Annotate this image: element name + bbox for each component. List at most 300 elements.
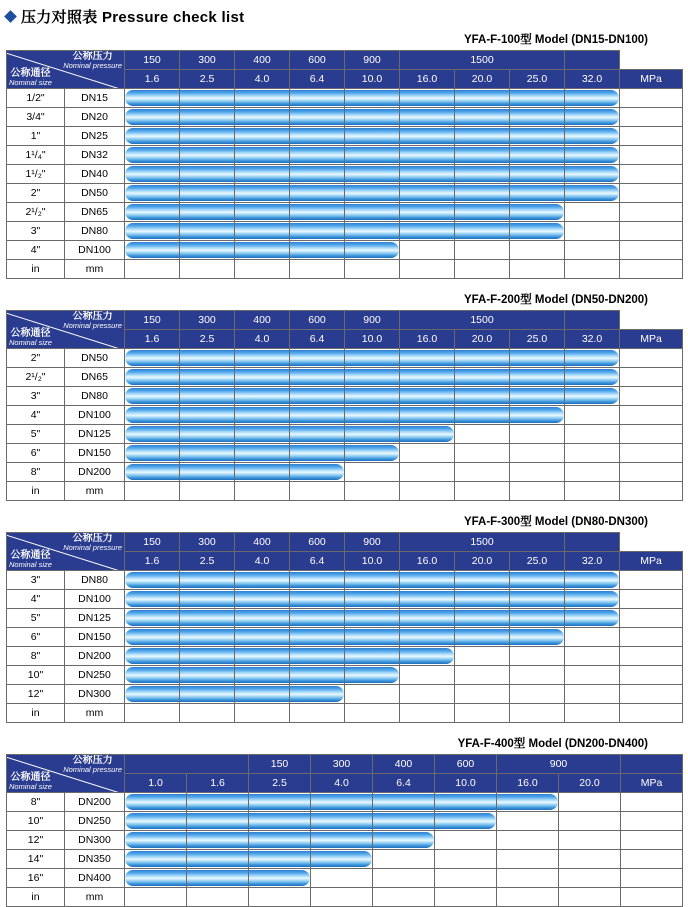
pressure-empty-cell (565, 685, 620, 704)
pressure-bar-segment (373, 793, 435, 812)
bar-fill (400, 426, 454, 442)
pressure-empty-cell (510, 647, 565, 666)
pressure-bar-segment (290, 666, 345, 685)
pressure-bar-segment (345, 425, 400, 444)
pressure-bar-segment (455, 184, 510, 203)
bar-fill (235, 426, 289, 442)
dn-value: DN300 (65, 831, 125, 850)
pressure-bar-segment (311, 793, 373, 812)
class-empty-cell (620, 222, 683, 241)
pressure-bar-segment (400, 184, 455, 203)
pressure-empty-cell (559, 831, 621, 850)
bar-fill (249, 813, 310, 829)
mpa-unit-header: MPa (620, 552, 683, 571)
unit-empty-cell (235, 260, 290, 279)
pressure-value-header: 16.0 (400, 70, 455, 89)
unit-row (7, 260, 683, 279)
unit-mm: mm (65, 888, 125, 907)
pressure-value-header: 6.4 (290, 552, 345, 571)
bar-fill (125, 369, 179, 385)
pressure-empty-cell (373, 850, 435, 869)
bar-fill (510, 128, 564, 144)
pressure-empty-cell (435, 831, 497, 850)
class-header-cell: 1500 (400, 51, 565, 70)
bar-fill (510, 166, 564, 182)
bar-fill (400, 90, 454, 106)
unit-empty-cell (235, 704, 290, 723)
dn-value: DN125 (65, 425, 125, 444)
bar-fill (235, 166, 289, 182)
class-empty-cell (620, 241, 683, 260)
nominal-size-value: 5" (7, 425, 65, 444)
pressure-bar-segment (373, 812, 435, 831)
pressure-empty-cell (400, 463, 455, 482)
pressure-bar-segment (565, 387, 620, 406)
pressure-bar-segment (455, 222, 510, 241)
pressure-value-header: 32.0 (565, 552, 620, 571)
unit-empty-cell (125, 704, 180, 723)
unit-empty-cell (510, 482, 565, 501)
bar-fill (180, 388, 234, 404)
pressure-empty-cell (565, 666, 620, 685)
unit-empty-cell (311, 888, 373, 907)
pressure-empty-cell (400, 444, 455, 463)
bar-fill (373, 832, 434, 848)
class-empty-cell (621, 850, 683, 869)
bar-fill (311, 851, 372, 867)
pressure-bar-segment (125, 127, 180, 146)
class-header-cell: 900 (345, 533, 400, 552)
pressure-value-header: 1.6 (125, 70, 180, 89)
pressure-bar-segment (400, 203, 455, 222)
pressure-bar-segment (345, 89, 400, 108)
unit-empty-cell (620, 482, 683, 501)
nominal-size-value: 8" (7, 463, 65, 482)
nominal-size-label: 公称通径 Nominal size (9, 68, 52, 88)
bar-fill (125, 648, 179, 664)
pressure-bar-segment (400, 368, 455, 387)
unit-empty-cell (400, 482, 455, 501)
pressure-bar-segment (125, 368, 180, 387)
class-empty-cell (620, 444, 683, 463)
bar-fill (125, 166, 179, 182)
pressure-bar-segment (290, 685, 345, 704)
pressure-bar-segment (345, 609, 400, 628)
bar-fill (235, 629, 289, 645)
pressure-bar-segment (125, 850, 187, 869)
pressure-bar-segment (290, 571, 345, 590)
unit-empty-cell (565, 704, 620, 723)
page-title (0, 0, 688, 31)
nominal-size-value: 5" (7, 609, 65, 628)
dn-value: DN150 (65, 628, 125, 647)
dn-value: DN65 (65, 203, 125, 222)
pressure-value-header: 1.6 (125, 330, 180, 349)
pressure-bar-segment (345, 127, 400, 146)
bar-fill (125, 851, 186, 867)
table-row (7, 628, 683, 647)
bar-fill (345, 109, 399, 125)
unit-empty-cell (290, 704, 345, 723)
table-row (7, 222, 683, 241)
pressure-bar-segment (497, 793, 559, 812)
bar-fill (290, 464, 344, 480)
unit-empty-cell (621, 888, 683, 907)
pressure-table (6, 310, 683, 501)
dn-value: DN250 (65, 812, 125, 831)
class-empty-cell (620, 108, 683, 127)
bar-fill (345, 388, 399, 404)
bar-fill (290, 166, 344, 182)
nominal-size-value: 3/4" (7, 108, 65, 127)
pressure-bar-segment (180, 685, 235, 704)
pressure-empty-cell (510, 666, 565, 685)
pressure-empty-cell (345, 685, 400, 704)
bar-fill (180, 128, 234, 144)
pressure-bar-segment (180, 406, 235, 425)
bar-fill (235, 388, 289, 404)
class-empty-cell (621, 812, 683, 831)
pressure-bar-segment (400, 349, 455, 368)
dn-value: DN32 (65, 146, 125, 165)
pressure-bar-segment (249, 850, 311, 869)
pressure-empty-cell (565, 425, 620, 444)
pressure-bar-segment (565, 108, 620, 127)
pressure-bar-segment (180, 203, 235, 222)
unit-mm: mm (65, 482, 125, 501)
pressure-bar-segment (373, 831, 435, 850)
pressure-empty-cell (559, 850, 621, 869)
bar-fill (400, 591, 454, 607)
pressure-empty-cell (510, 463, 565, 482)
dn-value: DN350 (65, 850, 125, 869)
pressure-bar-segment (187, 850, 249, 869)
bar-fill (125, 813, 186, 829)
bar-fill (455, 350, 509, 366)
bar-fill (290, 90, 344, 106)
pressure-bar-segment (455, 387, 510, 406)
class-header-cell: 1500 (400, 311, 565, 330)
bar-fill (235, 610, 289, 626)
pressure-value-header: 32.0 (565, 330, 620, 349)
bar-fill (187, 851, 248, 867)
pressure-bar-segment (290, 222, 345, 241)
pressure-bar-segment (290, 463, 345, 482)
bar-fill (455, 369, 509, 385)
bar-fill (125, 350, 179, 366)
pressure-bar-segment (125, 647, 180, 666)
bar-fill (400, 648, 454, 664)
pressure-bar-segment (290, 241, 345, 260)
class-header-cell: 150 (125, 533, 180, 552)
bar-fill (290, 242, 344, 258)
unit-empty-cell (373, 888, 435, 907)
dn-value: DN20 (65, 108, 125, 127)
bar-fill (290, 204, 344, 220)
class-empty-cell (620, 571, 683, 590)
bar-fill (345, 426, 399, 442)
unit-empty-cell (620, 260, 683, 279)
pressure-bar-segment (345, 571, 400, 590)
dn-value: DN250 (65, 666, 125, 685)
bar-fill (235, 223, 289, 239)
pressure-bar-segment (400, 609, 455, 628)
unit-empty-cell (125, 260, 180, 279)
pressure-bar-segment (180, 146, 235, 165)
bar-fill (125, 629, 179, 645)
class-header-cell: 300 (180, 51, 235, 70)
pressure-bar-segment (187, 812, 249, 831)
bar-fill (290, 128, 344, 144)
pressure-table-block (6, 513, 682, 723)
pressure-empty-cell (510, 425, 565, 444)
pressure-bar-segment (125, 349, 180, 368)
bar-fill (125, 90, 179, 106)
bar-fill (290, 388, 344, 404)
bar-fill (180, 350, 234, 366)
nominal-size-label: 公称通径 Nominal size (9, 328, 52, 348)
bar-fill (435, 813, 496, 829)
unit-empty-cell (510, 704, 565, 723)
bar-fill (290, 407, 344, 423)
pressure-bar-segment (125, 89, 180, 108)
pressure-empty-cell (400, 666, 455, 685)
dn-value: DN200 (65, 463, 125, 482)
table-row (7, 831, 683, 850)
pressure-bar-segment (565, 146, 620, 165)
bar-fill (455, 572, 509, 588)
dn-value: DN65 (65, 368, 125, 387)
nominal-size-value: 10" (7, 812, 65, 831)
nominal-size-label: 公称通径 Nominal size (9, 550, 52, 570)
class-header-cell: 400 (235, 51, 290, 70)
pressure-empty-cell (455, 666, 510, 685)
bar-fill (180, 109, 234, 125)
nominal-size-value: 3" (7, 571, 65, 590)
bar-fill (180, 464, 234, 480)
bar-fill (187, 794, 248, 810)
bar-fill (400, 407, 454, 423)
pressure-empty-cell (373, 869, 435, 888)
unit-in: in (7, 704, 65, 723)
table-caption: YFA-F-200型 Model (DN50-DN200) (463, 294, 648, 306)
pressure-bar-segment (400, 571, 455, 590)
class-header-cell: 1500 (400, 533, 565, 552)
unit-empty-cell (559, 888, 621, 907)
nominal-size-value: 4" (7, 590, 65, 609)
pressure-bar-segment (400, 146, 455, 165)
pressure-bar-segment (455, 590, 510, 609)
pressure-bar-segment (345, 108, 400, 127)
bar-fill (290, 686, 344, 702)
pressure-value-header: 2.5 (180, 70, 235, 89)
class-header-cell: 300 (180, 533, 235, 552)
table-row (7, 241, 683, 260)
pressure-bar-segment (400, 387, 455, 406)
table-row (7, 850, 683, 869)
nominal-size-value: 8" (7, 647, 65, 666)
pressure-bar-segment (455, 628, 510, 647)
pressure-bar-segment (290, 127, 345, 146)
bar-fill (345, 667, 399, 683)
pressure-bar-segment (510, 368, 565, 387)
bar-fill (455, 90, 509, 106)
bar-fill (235, 109, 289, 125)
table-row (7, 349, 683, 368)
table-row (7, 812, 683, 831)
bar-fill (187, 870, 248, 886)
pressure-bar-segment (345, 184, 400, 203)
pressure-empty-cell (497, 850, 559, 869)
pressure-empty-cell (510, 241, 565, 260)
pressure-empty-cell (559, 793, 621, 812)
table-row (7, 89, 683, 108)
pressure-bar-segment (345, 590, 400, 609)
pressure-bar-segment (400, 647, 455, 666)
bar-fill (455, 610, 509, 626)
bar-fill (373, 813, 434, 829)
pressure-bar-segment (510, 108, 565, 127)
bar-fill (290, 591, 344, 607)
pressure-empty-cell (455, 647, 510, 666)
pressure-bar-segment (510, 127, 565, 146)
bar-fill (400, 572, 454, 588)
pressure-bar-segment (400, 628, 455, 647)
pressure-table-block (6, 735, 682, 907)
diamond-bullet-icon (4, 10, 17, 23)
pressure-bar-segment (455, 571, 510, 590)
pressure-bar-segment (125, 146, 180, 165)
pressure-bar-segment (125, 628, 180, 647)
pressure-bar-segment (435, 812, 497, 831)
bar-fill (125, 109, 179, 125)
pressure-empty-cell (565, 463, 620, 482)
bar-fill (510, 610, 564, 626)
bar-fill (180, 445, 234, 461)
pressure-bar-segment (125, 203, 180, 222)
unit-empty-cell (565, 260, 620, 279)
dn-value: DN15 (65, 89, 125, 108)
table-caption: YFA-F-400型 Model (DN200-DN400) (457, 738, 648, 750)
pressure-bar-segment (455, 368, 510, 387)
bar-fill (345, 648, 399, 664)
class-header-cell: 400 (235, 311, 290, 330)
bar-fill (235, 204, 289, 220)
pressure-bar-segment (249, 831, 311, 850)
unit-empty-cell (400, 704, 455, 723)
pressure-bar-segment (400, 108, 455, 127)
pressure-bar-segment (125, 425, 180, 444)
unit-empty-cell (345, 704, 400, 723)
table-row (7, 368, 683, 387)
pressure-bar-segment (180, 609, 235, 628)
pressure-bar-segment (510, 203, 565, 222)
bar-fill (400, 610, 454, 626)
bar-fill (565, 388, 619, 404)
pressure-bar-segment (235, 444, 290, 463)
pressure-bar-segment (290, 406, 345, 425)
bar-fill (235, 572, 289, 588)
unit-empty-cell (455, 482, 510, 501)
pressure-bar-segment (435, 793, 497, 812)
pressure-bar-segment (235, 406, 290, 425)
nominal-size-value: 1¹/₂" (7, 165, 65, 184)
bar-fill (400, 350, 454, 366)
pressure-empty-cell (565, 628, 620, 647)
unit-empty-cell (435, 888, 497, 907)
bar-fill (510, 629, 564, 645)
nominal-size-value: 4" (7, 406, 65, 425)
unit-empty-cell (180, 260, 235, 279)
nominal-size-value: 6" (7, 628, 65, 647)
pressure-bar-segment (125, 387, 180, 406)
pressure-bar-segment (345, 666, 400, 685)
pressure-empty-cell (510, 444, 565, 463)
bar-fill (290, 629, 344, 645)
pressure-value-header: 16.0 (400, 330, 455, 349)
bar-fill (180, 185, 234, 201)
unit-mm: mm (65, 260, 125, 279)
bar-fill (311, 794, 372, 810)
pressure-bar-segment (125, 831, 187, 850)
unit-empty-cell (565, 482, 620, 501)
class-header-cell: 600 (290, 51, 345, 70)
bar-fill (125, 128, 179, 144)
pressure-bar-segment (235, 241, 290, 260)
pressure-bar-segment (565, 184, 620, 203)
pressure-empty-cell (497, 831, 559, 850)
pressure-empty-cell (565, 241, 620, 260)
unit-empty-cell (125, 482, 180, 501)
dn-value: DN50 (65, 349, 125, 368)
pressure-bar-segment (235, 590, 290, 609)
pressure-bar-segment (345, 628, 400, 647)
bar-fill (565, 166, 619, 182)
bar-fill (290, 667, 344, 683)
pressure-bar-segment (510, 590, 565, 609)
pressure-bar-segment (290, 628, 345, 647)
unit-empty-cell (290, 260, 345, 279)
pressure-bar-segment (290, 590, 345, 609)
pressure-value-header: 2.5 (180, 330, 235, 349)
bar-fill (455, 166, 509, 182)
pressure-bar-segment (455, 349, 510, 368)
bar-fill (345, 445, 399, 461)
dn-value: DN50 (65, 184, 125, 203)
bar-fill (345, 572, 399, 588)
table-row (7, 647, 683, 666)
pressure-value-header: 32.0 (565, 70, 620, 89)
unit-empty-cell (497, 888, 559, 907)
table-row (7, 685, 683, 704)
pressure-value-header: 10.0 (435, 774, 497, 793)
unit-in: in (7, 888, 65, 907)
class-empty-cell (620, 609, 683, 628)
nominal-size-value: 16" (7, 869, 65, 888)
unit-empty-cell (620, 704, 683, 723)
unit-empty-cell (455, 260, 510, 279)
bar-fill (565, 128, 619, 144)
pressure-bar-segment (565, 89, 620, 108)
table-row (7, 184, 683, 203)
pressure-value-header: 10.0 (345, 330, 400, 349)
class-empty-cell (620, 203, 683, 222)
pressure-bar-segment (180, 241, 235, 260)
bar-fill (455, 204, 509, 220)
pressure-value-header: 16.0 (400, 552, 455, 571)
pressure-bar-segment (187, 793, 249, 812)
pressure-empty-cell (400, 685, 455, 704)
